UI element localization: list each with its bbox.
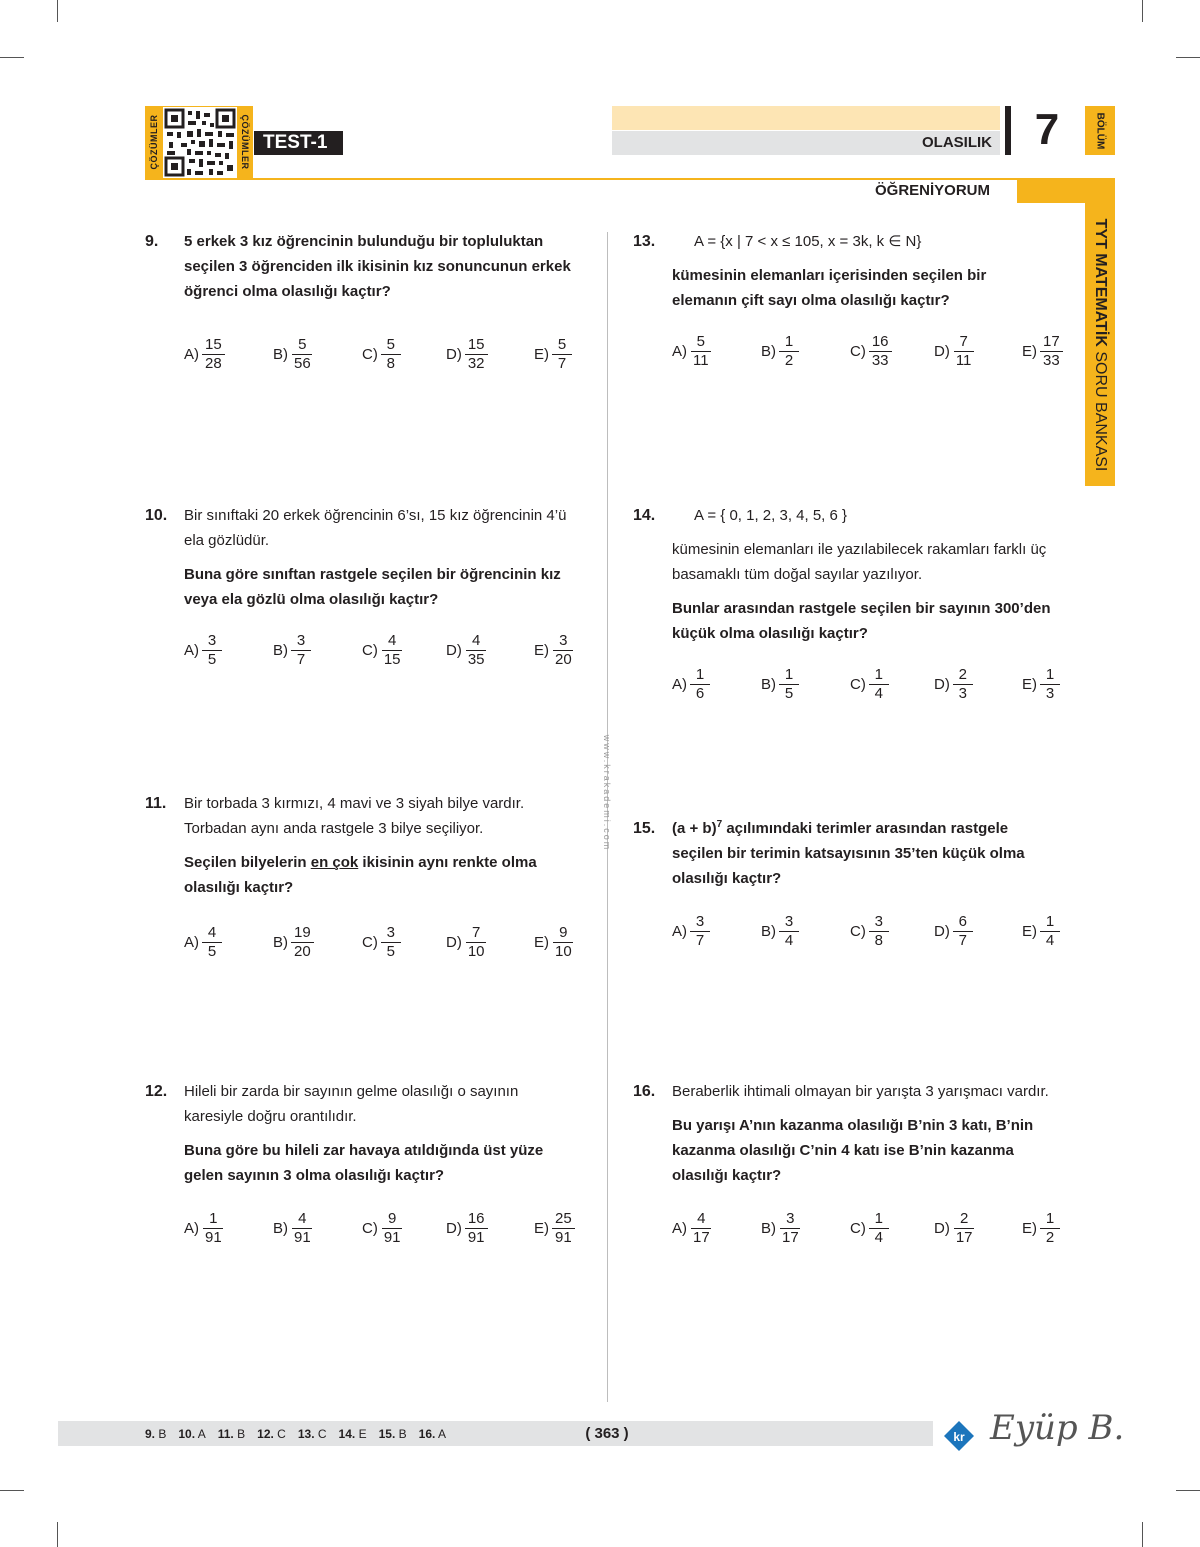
numerator: 3 xyxy=(381,924,401,943)
numerator: 19 xyxy=(291,924,314,943)
emphasis-underline: en çok xyxy=(310,854,359,871)
option-label: C) xyxy=(362,345,378,363)
option-c[interactable] xyxy=(850,327,892,375)
numerator: 17 xyxy=(1040,333,1063,352)
option-e[interactable] xyxy=(534,918,575,966)
fraction xyxy=(465,632,488,669)
option-a[interactable] xyxy=(672,327,712,375)
fraction xyxy=(291,1210,314,1247)
crop-mark xyxy=(1142,0,1143,22)
solutions-label-right: ÇÖZÜMLER xyxy=(240,114,250,170)
option-b[interactable] xyxy=(761,660,799,708)
fraction xyxy=(953,333,975,370)
numerator: 15 xyxy=(465,336,488,355)
fraction xyxy=(381,336,401,373)
denominator: 17 xyxy=(955,1228,973,1246)
option-a[interactable] xyxy=(672,1204,713,1252)
option-label: E) xyxy=(1022,675,1037,693)
option-label: D) xyxy=(934,922,950,940)
numerator: 2 xyxy=(954,1210,974,1229)
question-13 xyxy=(633,229,1092,375)
fraction xyxy=(869,1210,889,1247)
option-label: D) xyxy=(446,345,462,363)
crop-mark xyxy=(0,1490,24,1491)
numerator: 4 xyxy=(292,1210,312,1229)
denominator: 20 xyxy=(294,942,311,960)
fraction xyxy=(1040,913,1060,950)
numerator: 1 xyxy=(779,666,799,685)
option-c[interactable] xyxy=(850,1204,889,1252)
fraction xyxy=(381,1210,404,1247)
option-b[interactable] xyxy=(761,1204,802,1252)
fraction xyxy=(1040,333,1063,370)
answer-key-item: 16. A xyxy=(418,1426,447,1441)
topic-title: OLASILIK xyxy=(922,134,992,151)
fraction xyxy=(953,913,973,950)
author-signature: Eyüp B. xyxy=(990,1408,1125,1448)
question-11 xyxy=(145,791,604,966)
question-intro: kümesinin elemanları ile yazılabilecek rakamları farklı üç basamaklı tüm doğal sayılar yazılıyor. xyxy=(672,541,1047,583)
question-number: 11. xyxy=(145,795,167,812)
option-a[interactable] xyxy=(184,1204,225,1252)
qr-code[interactable] xyxy=(163,107,237,178)
denominator: 5 xyxy=(784,684,794,702)
numerator: 1 xyxy=(1040,1210,1060,1229)
option-b[interactable] xyxy=(273,330,314,378)
denominator: 11 xyxy=(955,351,972,369)
answer-key-item: 13. C xyxy=(297,1426,327,1441)
fraction xyxy=(690,1210,713,1247)
fraction xyxy=(291,336,314,373)
option-label: B) xyxy=(761,1219,776,1237)
question-number: 13. xyxy=(633,233,656,250)
option-e[interactable] xyxy=(534,330,572,378)
option-b[interactable] xyxy=(761,327,799,375)
answer-key-item: 10. A xyxy=(178,1426,206,1441)
denominator: 2 xyxy=(784,351,794,369)
question-text: Bu yarışı A’nın kazanma olasılığı B’nin 3 katı, B’nin kazanma olasılığı C’nin 4 katı ise B’nin kazanma olasılığı kaçtır? xyxy=(672,1117,1034,1184)
question-text: kümesinin elemanları içerisinden seçilen bir elemanın çift sayı olma olasılığı kaçtır? xyxy=(672,267,987,309)
question-16 xyxy=(633,1079,1092,1252)
fraction xyxy=(779,333,799,370)
test-badge: TEST-1 xyxy=(254,131,343,155)
crop-mark xyxy=(57,1522,58,1547)
option-b[interactable] xyxy=(273,918,314,966)
denominator: 91 xyxy=(467,1228,485,1246)
option-d[interactable] xyxy=(446,330,488,378)
fraction xyxy=(202,924,222,961)
question-number: 15. xyxy=(633,820,656,837)
fraction xyxy=(1040,666,1060,703)
numerator: 3 xyxy=(780,1210,800,1229)
numerator: 1 xyxy=(779,333,799,352)
option-label: E) xyxy=(1022,922,1037,940)
numerator: 1 xyxy=(1040,913,1060,932)
exponent: 7 xyxy=(716,819,723,830)
question-number: 14. xyxy=(633,507,656,524)
option-label: C) xyxy=(362,1219,378,1237)
option-label: B) xyxy=(273,1219,288,1237)
option-a[interactable] xyxy=(672,907,710,955)
question-number: 12. xyxy=(145,1083,168,1100)
numerator: 9 xyxy=(553,924,573,943)
option-c[interactable] xyxy=(362,918,401,966)
numerator: 4 xyxy=(691,1210,711,1229)
denominator: 3 xyxy=(1045,684,1055,702)
numerator: 3 xyxy=(869,913,889,932)
denominator: 35 xyxy=(467,650,485,668)
option-label: A) xyxy=(184,345,199,363)
numerator: 5 xyxy=(691,333,711,352)
question-15 xyxy=(633,816,1092,955)
fraction xyxy=(552,336,572,373)
numerator: 1 xyxy=(869,666,889,685)
numerator: 7 xyxy=(954,333,974,352)
option-label: B) xyxy=(273,933,288,951)
denominator: 4 xyxy=(784,931,794,949)
option-e[interactable] xyxy=(534,626,575,674)
numerator: 5 xyxy=(552,336,572,355)
option-d[interactable] xyxy=(934,660,973,708)
fraction xyxy=(690,333,712,370)
question-intro: Bir torbada 3 kırmızı, 4 mavi ve 3 siyah bilye vardır. Torbadan aynı anda rastgele 3 bilye seçiliyor. xyxy=(184,795,525,837)
denominator: 10 xyxy=(467,942,485,960)
option-label: C) xyxy=(362,641,378,659)
option-c[interactable] xyxy=(362,1204,404,1252)
denominator: 5 xyxy=(386,942,395,960)
denominator: 4 xyxy=(874,684,883,702)
answer-options xyxy=(672,327,1092,375)
option-label: A) xyxy=(672,675,687,693)
option-label: E) xyxy=(1022,1219,1037,1237)
question-10 xyxy=(145,503,604,674)
option-label: D) xyxy=(446,641,462,659)
numerator: 5 xyxy=(381,336,401,355)
denominator: 91 xyxy=(205,1228,222,1246)
denominator: 17 xyxy=(693,1228,710,1246)
denominator: 11 xyxy=(693,351,709,369)
question-9 xyxy=(145,229,604,378)
numerator: 16 xyxy=(465,1210,488,1229)
numerator: 1 xyxy=(203,1210,223,1229)
fraction xyxy=(202,632,222,669)
fraction xyxy=(291,632,311,669)
option-label: E) xyxy=(534,1219,549,1237)
question-intro: Bir sınıftaki 20 erkek öğrencinin 6’sı, 15 kız öğrencinin 4’ü ela gözlüdür. xyxy=(184,507,567,549)
numerator: 6 xyxy=(953,913,973,932)
option-d[interactable] xyxy=(446,1204,488,1252)
option-c[interactable] xyxy=(850,660,889,708)
fraction xyxy=(465,924,488,961)
numerator: 3 xyxy=(291,632,311,651)
answer-key-item: 14. E xyxy=(338,1426,367,1441)
denominator: 7 xyxy=(695,931,705,949)
numerator: 4 xyxy=(382,632,402,651)
denominator: 32 xyxy=(467,354,485,372)
option-e[interactable] xyxy=(1022,1204,1060,1252)
denominator: 56 xyxy=(294,354,311,372)
option-label: A) xyxy=(672,922,687,940)
denominator: 4 xyxy=(874,1228,883,1246)
option-a[interactable] xyxy=(184,918,222,966)
denominator: 3 xyxy=(958,684,967,702)
section-title: ÖĞRENİYORUM xyxy=(874,182,990,199)
denominator: 6 xyxy=(695,684,705,702)
option-label: D) xyxy=(934,675,950,693)
option-label: C) xyxy=(850,342,866,360)
option-label: D) xyxy=(934,1219,950,1237)
option-d[interactable] xyxy=(446,918,488,966)
numerator: 15 xyxy=(202,336,225,355)
answer-key-item: 11. B xyxy=(217,1426,246,1441)
denominator: 20 xyxy=(555,650,572,668)
option-d[interactable] xyxy=(934,907,973,955)
option-label: A) xyxy=(184,641,199,659)
fraction xyxy=(465,336,488,373)
answer-key-item: 9. B xyxy=(145,1426,167,1441)
option-label: C) xyxy=(362,933,378,951)
denominator: 15 xyxy=(383,650,401,668)
denominator: 4 xyxy=(1045,931,1055,949)
fraction xyxy=(465,1210,488,1247)
option-label: E) xyxy=(534,345,549,363)
answer-options xyxy=(184,626,604,674)
numerator: 5 xyxy=(292,336,312,355)
option-e[interactable] xyxy=(1022,907,1060,955)
numerator: 7 xyxy=(466,924,486,943)
question-text: Buna göre bu hileli zar havaya atıldığında üst yüze gelen sayının 3 olma olasılığı kaçtır? xyxy=(184,1142,544,1184)
denominator: 7 xyxy=(296,650,306,668)
option-c[interactable] xyxy=(362,330,401,378)
section-band xyxy=(1017,179,1115,203)
numerator: 1 xyxy=(1040,666,1060,685)
option-label: A) xyxy=(672,1219,687,1237)
numerator: 16 xyxy=(869,333,892,352)
option-a[interactable] xyxy=(672,660,710,708)
crop-mark xyxy=(57,0,58,22)
denominator: 17 xyxy=(782,1228,799,1246)
option-label: D) xyxy=(446,933,462,951)
header-rule xyxy=(145,178,1115,180)
option-label: A) xyxy=(184,1219,199,1237)
option-label: C) xyxy=(850,675,866,693)
fraction xyxy=(690,913,710,950)
fraction xyxy=(552,924,575,961)
question-text: Seçilen bilyelerin en çok ikisinin aynı renkte olma olasılığı kaçtır? xyxy=(184,854,537,896)
chapter-label: BÖLÜM xyxy=(1094,112,1106,149)
question-number: 10. xyxy=(145,507,168,524)
fraction xyxy=(779,1210,802,1247)
option-b[interactable] xyxy=(273,626,311,674)
publisher-logo-text: kr xyxy=(953,1430,965,1444)
option-label: D) xyxy=(446,1219,462,1237)
option-d[interactable] xyxy=(446,626,488,674)
crop-mark xyxy=(1176,1490,1200,1491)
denominator: 91 xyxy=(383,1228,401,1246)
crop-mark xyxy=(0,57,24,58)
option-a[interactable] xyxy=(184,330,225,378)
answer-options xyxy=(672,907,1092,955)
denominator: 7 xyxy=(958,931,967,949)
answer-options xyxy=(672,660,1092,708)
question-12 xyxy=(145,1079,604,1252)
option-a[interactable] xyxy=(184,626,222,674)
denominator: 28 xyxy=(205,354,222,372)
fraction xyxy=(953,666,973,703)
answer-key-item: 12. C xyxy=(257,1426,286,1441)
denominator: 91 xyxy=(555,1228,572,1246)
numerator: 3 xyxy=(553,632,573,651)
numerator: 9 xyxy=(382,1210,402,1229)
set-definition: A = { 0, 1, 2, 3, 4, 5, 6 } xyxy=(694,507,848,524)
question-intro: Beraberlik ihtimali olmayan bir yarışta 3 yarışmacı vardır. xyxy=(672,1083,1049,1100)
option-label: E) xyxy=(534,933,549,951)
question-text: Bunlar arasından rastgele seçilen bir sayının 300’den küçük olma olasılığı kaçtır? xyxy=(672,600,1051,642)
question-text: 5 erkek 3 kız öğrencinin bulunduğu bir topluluktan seçilen 3 öğrenciden ilk ikisinin kız sonuncunun erkek öğrenci olma olasılığı kaçtır? xyxy=(184,233,571,300)
option-c[interactable] xyxy=(850,907,889,955)
option-label: A) xyxy=(184,933,199,951)
solutions-label-left: ÇÖZÜMLER xyxy=(149,114,159,170)
page-number: ( 363 ) xyxy=(585,1425,629,1442)
denominator: 7 xyxy=(557,354,567,372)
numerator: 3 xyxy=(779,913,799,932)
fraction xyxy=(291,924,314,961)
denominator: 33 xyxy=(1043,351,1060,369)
fraction xyxy=(779,913,799,950)
crop-mark xyxy=(1142,1522,1143,1547)
option-e[interactable] xyxy=(1022,660,1060,708)
chapter-divider xyxy=(1005,106,1011,155)
option-label: B) xyxy=(273,345,288,363)
option-label: A) xyxy=(672,342,687,360)
fraction xyxy=(779,666,799,703)
answer-options xyxy=(672,1204,1092,1252)
question-intro: Hileli bir zarda bir sayının gelme olasılığı o sayının karesiyle doğru orantılıdır. xyxy=(184,1083,519,1125)
denominator: 8 xyxy=(386,354,395,372)
fraction xyxy=(1040,1210,1060,1247)
option-d[interactable] xyxy=(934,327,974,375)
option-label: C) xyxy=(850,922,866,940)
numerator: 4 xyxy=(202,924,222,943)
fraction xyxy=(381,632,404,669)
option-e[interactable] xyxy=(1022,327,1063,375)
denominator: 5 xyxy=(207,650,217,668)
numerator: 2 xyxy=(953,666,973,685)
option-label: D) xyxy=(934,342,950,360)
fraction xyxy=(953,1210,976,1247)
option-label: C) xyxy=(850,1219,866,1237)
option-e[interactable] xyxy=(534,1204,575,1252)
numerator: 1 xyxy=(690,666,710,685)
answer-key-item: 15. B xyxy=(378,1426,407,1441)
option-c[interactable] xyxy=(362,626,404,674)
option-b[interactable] xyxy=(761,907,799,955)
option-label: B) xyxy=(761,342,776,360)
fraction xyxy=(690,666,710,703)
chapter-number: 7 xyxy=(1034,105,1060,154)
numerator: 25 xyxy=(552,1210,575,1229)
denominator: 10 xyxy=(555,942,572,960)
option-label: E) xyxy=(1022,342,1037,360)
fraction xyxy=(552,632,575,669)
numerator: 3 xyxy=(202,632,222,651)
fraction xyxy=(869,913,889,950)
fraction xyxy=(202,336,225,373)
option-label: B) xyxy=(761,675,776,693)
crop-mark xyxy=(1176,57,1200,58)
question-14 xyxy=(633,503,1092,708)
denominator: 8 xyxy=(874,931,883,949)
fraction xyxy=(552,1210,575,1247)
numerator: 4 xyxy=(466,632,486,651)
topic-band-top xyxy=(612,106,1000,130)
denominator: 5 xyxy=(207,942,217,960)
answer-options xyxy=(184,1204,604,1252)
option-label: B) xyxy=(273,641,288,659)
denominator: 91 xyxy=(294,1228,311,1246)
question-text: $(a + b)^7$ açılımındaki terimler arasından rastgele seçilen bir terimin katsayısının 35’ten küçük olma olasılığı kaçtır? xyxy=(672,819,1025,887)
fraction xyxy=(381,924,401,961)
answer-options xyxy=(184,330,604,378)
book-title: TYT MATEMATİK SORU BANKASI xyxy=(1092,218,1109,471)
option-d[interactable] xyxy=(934,1204,976,1252)
answer-options xyxy=(184,918,604,966)
option-label: E) xyxy=(534,641,549,659)
fraction xyxy=(202,1210,225,1247)
publisher-logo xyxy=(943,1420,975,1452)
footer-band-tip xyxy=(915,1421,933,1445)
fraction xyxy=(869,666,889,703)
denominator: 33 xyxy=(871,351,889,369)
set-definition: A = {x | 7 < x ≤ 105, x = 3k, k ∈ N} xyxy=(694,233,922,250)
question-text: Buna göre sınıftan rastgele seçilen bir öğrencinin kız veya ela gözlü olma olasılığı kaçtır? xyxy=(184,566,561,608)
option-label: B) xyxy=(761,922,776,940)
fraction xyxy=(869,333,892,370)
numerator: 1 xyxy=(869,1210,889,1229)
answer-key xyxy=(145,1421,458,1446)
option-b[interactable] xyxy=(273,1204,314,1252)
denominator: 2 xyxy=(1045,1228,1055,1246)
question-number: 16. xyxy=(633,1083,656,1100)
numerator: 3 xyxy=(690,913,710,932)
question-number: 9. xyxy=(145,233,159,250)
